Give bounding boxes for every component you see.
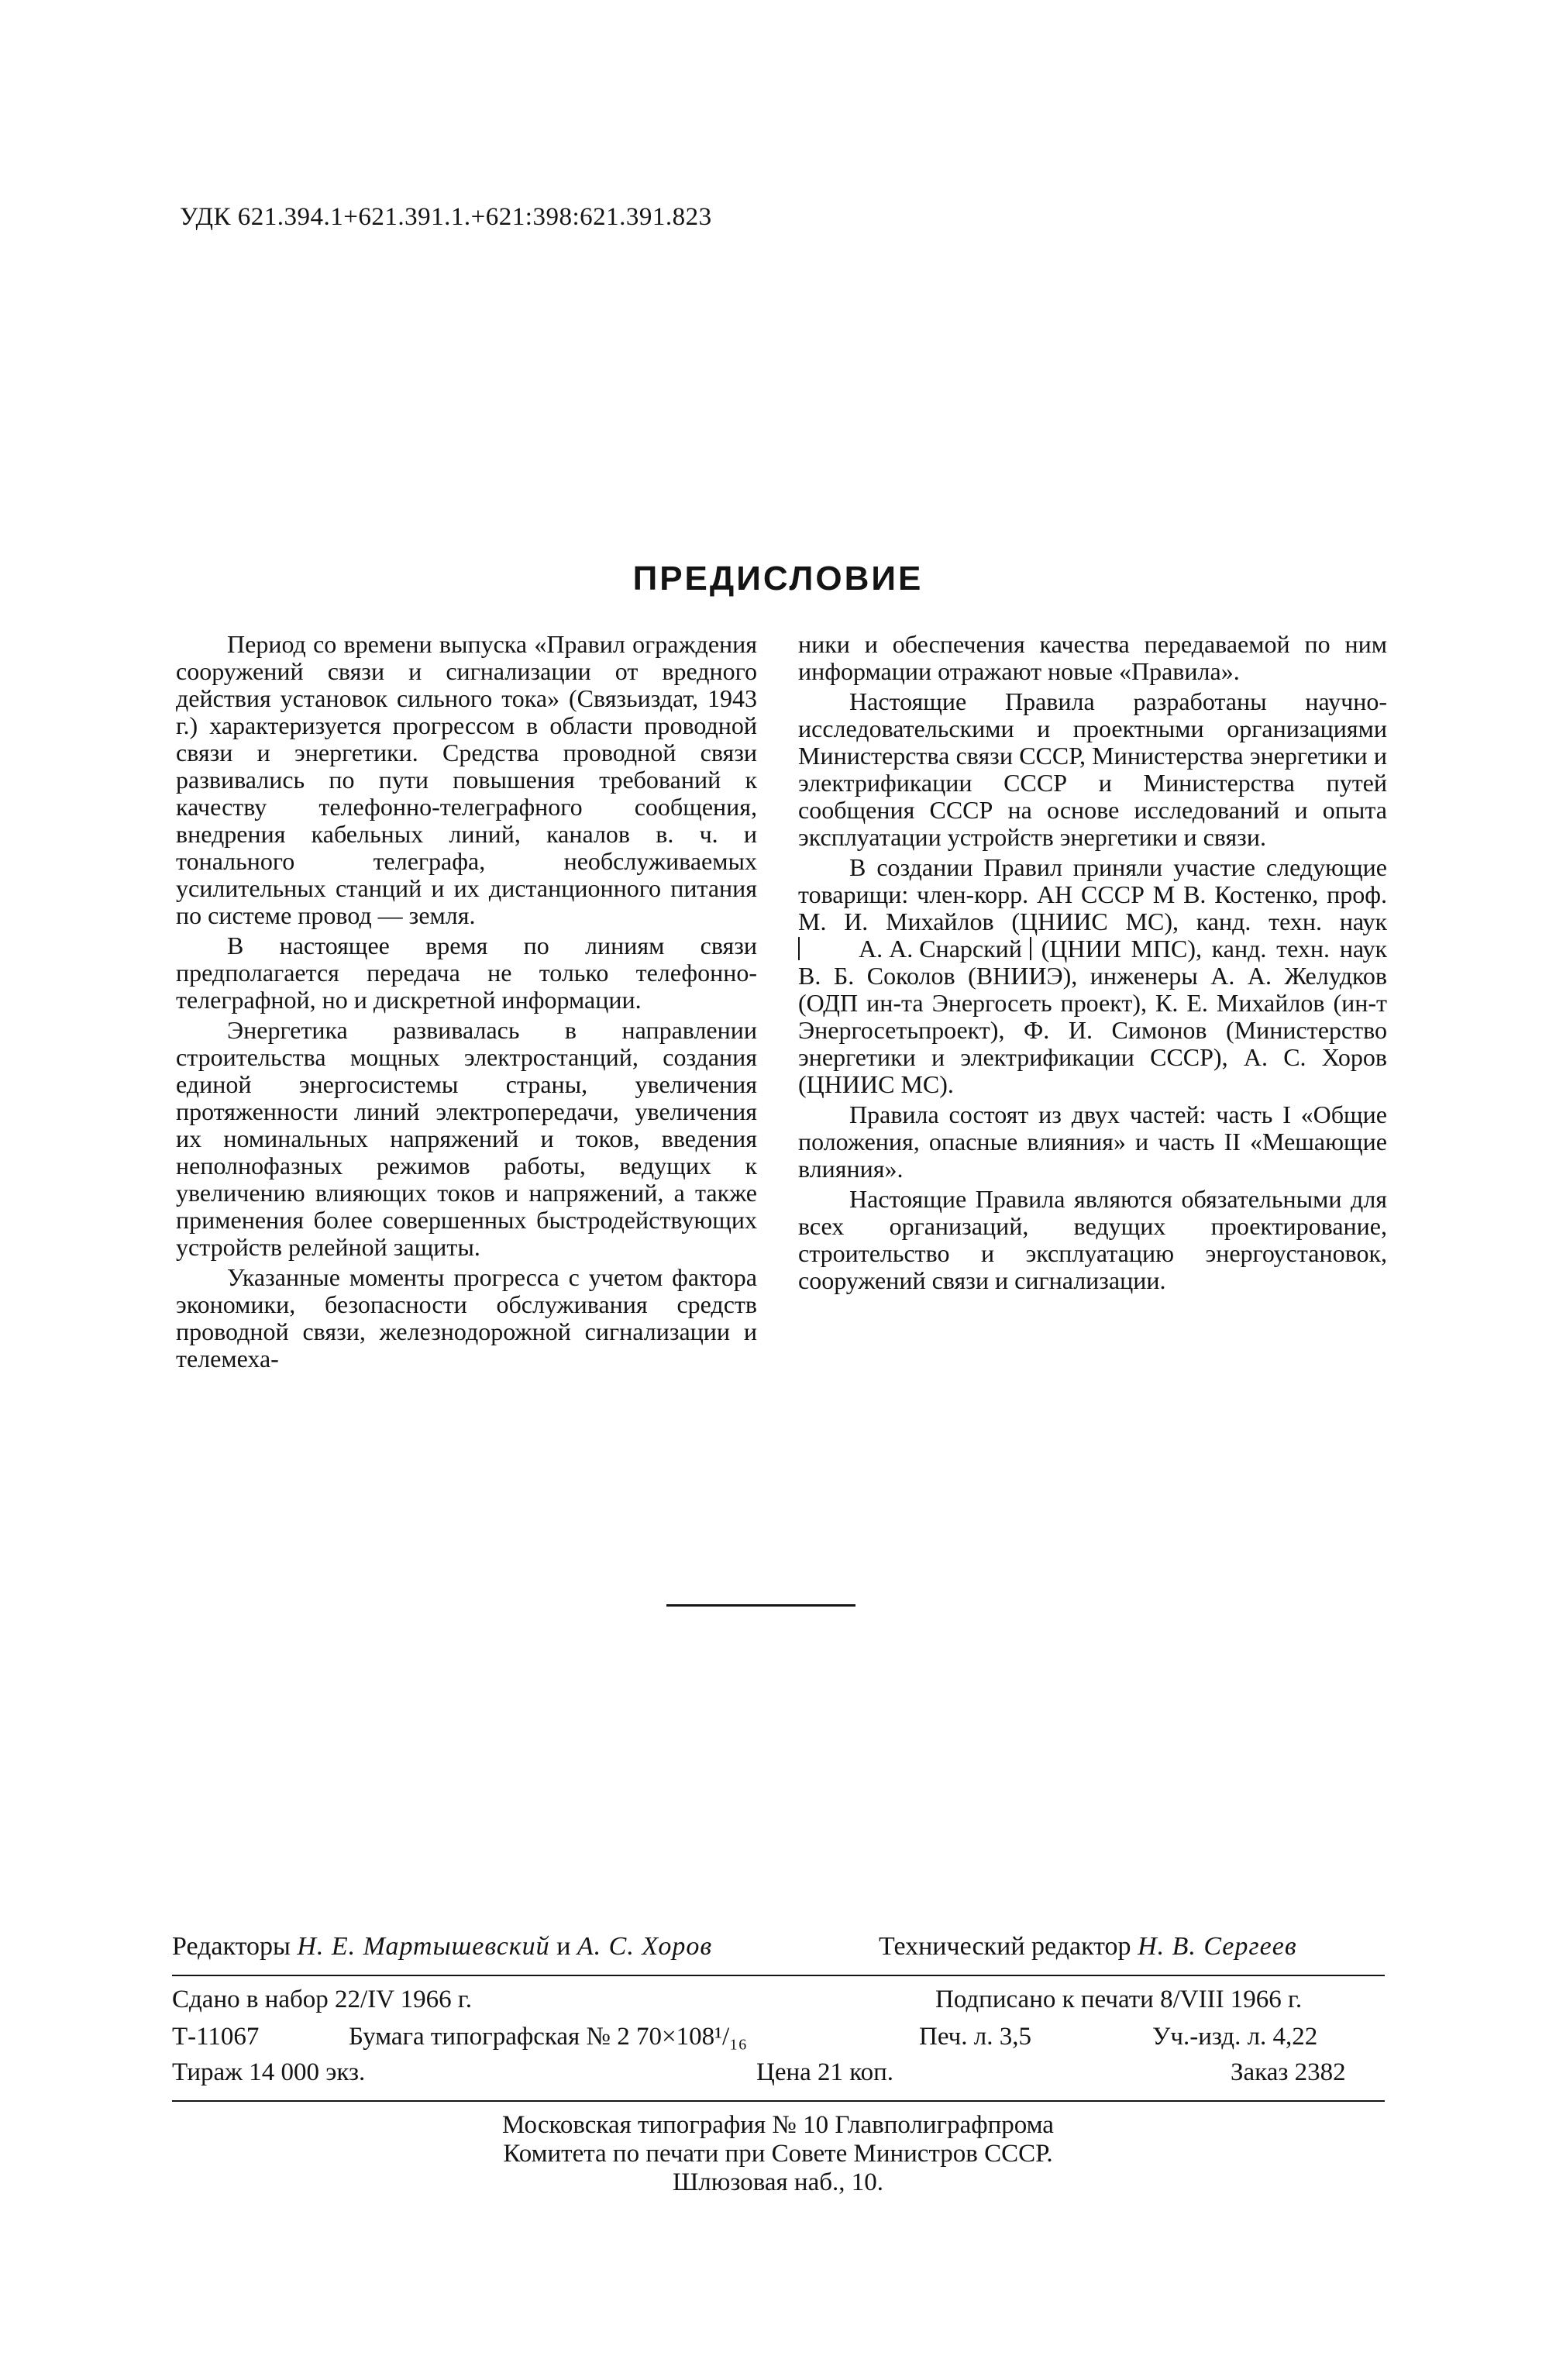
price: Цена 21 коп. [756, 2058, 894, 2086]
print-sheets: Печ. л. 3,5 [919, 2023, 1031, 2051]
print-run: Тираж 14 000 экз. [172, 2058, 366, 2086]
tech-editor: Н. В. Сергеев [1138, 1932, 1297, 1961]
left-column [176, 631, 757, 1376]
boxed-name: А. А. Снарский [798, 937, 1031, 960]
editors-conjunction: и [556, 1932, 571, 1961]
contributors-text-end: (ЦНИИ МПС), канд. техн. наук В. Б. Соколов (ВНИИЭ), инженеры А. А. Желудков (ОДП ин-та Энергосеть проект), К. Е. Михайлов (ин-т Энергосетьпроект), Ф. И. Симонов (Министерство энергетики и электрификации СССР), А. С. Хоров (ЦНИИС МС). [798, 935, 1388, 1098]
paper-info: Бумага типографская № 2 70×108¹/₁₆ [349, 2023, 748, 2051]
paragraph: Правила состоят из двух частей: часть I «Общие положения, опасные влияния» и часть II «Мешающие влияния». [798, 1100, 1387, 1183]
editor-1: Н. Е. Мартышевский [297, 1932, 550, 1961]
order-number: Заказ 2382 [1231, 2058, 1346, 2086]
right-column [798, 631, 1387, 1297]
colophon-row-1 [172, 1986, 1385, 2017]
printer-address [0, 2111, 1556, 2197]
paragraph: Указанные моменты прогресса с учетом фактора экономики, безопасности обслуживания средств проводной связи, железнодорожной сигнализации и телемеха- [176, 1263, 757, 1373]
typeset-date: Сдано в набор 22/IV 1966 г. [172, 1986, 472, 2013]
publisher-sheets: Уч.-изд. л. 4,22 [1152, 2023, 1318, 2051]
editors-label: Редакторы [172, 1932, 291, 1961]
printer-line-3: Шлюзовая наб., 10. [672, 2168, 884, 2196]
paragraph: Период со времени выпуска «Правил ограждения сооружений связи и сигнализации от вредного действия установок сильного тока» (Связьиздат, 1943 г.) характеризуется прогрессом в области проводной связи и энергетики. Средства проводной связи развивались по пути повышения требований к качеству телефонно-телеграфного сообщения, внедрения кабельных линий, каналов в. ч. и тонального телеграфа, необслуживаемых усилительных станций и их дистанционного питания по системе провод — земля. [176, 630, 757, 929]
printer-line-2: Комитета по печати при Совете Министров СССР. [503, 2140, 1053, 2168]
section-divider [666, 1604, 855, 1607]
page-title: ПРЕДИСЛОВИЕ [632, 560, 924, 598]
print-code: Т-11067 [172, 2023, 260, 2051]
print-sign-date: Подписано к печати 8/VIII 1966 г. [935, 1986, 1303, 2013]
printer-line-1: Московская типография № 10 Главполиграфпрома [502, 2111, 1054, 2139]
editors-line [172, 1932, 1385, 1962]
paragraph: В настоящее время по линиям связи предполагается передача не только телефонно-телеграфной, но и дискретной информации. [176, 932, 757, 1014]
colophon-rule-top [172, 1975, 1385, 1976]
contributors-paragraph [798, 854, 1387, 1098]
paragraph: Настоящие Правила являются обязательными для всех организаций, ведущих проектирование, строительство и эксплуатацию энергоустановок, сооружений связи и сигнализации. [798, 1185, 1387, 1294]
contributors-text-start: В создании Правил приняли участие следующие товарищи: член-корр. АН СССР М В. Костенко, проф. М. И. Михайлов (ЦНИИС МС), канд. техн. наук [798, 853, 1387, 935]
colophon-row-3 [172, 2058, 1385, 2089]
paragraph: Настоящие Правила разработаны научно-исследовательскими и проектными организациями Министерства связи СССР, Министерства энергетики и электрификации СССР и Министерства путей сообщения СССР на основе исследований и опыта эксплуатации устройств энергетики и связи. [798, 687, 1387, 851]
tech-editor-group [879, 1932, 1297, 1962]
paragraph: Энергетика развивалась в направлении строительства мощных электростанций, создания единой энергосистемы страны, увеличения протяженности линий электропередачи, увеличения их номинальных напряжений и токов, введения неполнофазных режимов работы, ведущих к увеличению влияющих токов и напряжений, а также применения более совершенных быстродействующих устройств релейной защиты. [176, 1016, 757, 1261]
tech-editor-label: Технический редактор [879, 1932, 1131, 1961]
colophon-rule-bottom [172, 2100, 1385, 2102]
colophon-row-2 [172, 2023, 1385, 2054]
udc-code: УДК 621.394.1+621.391.1.+621:398:621.391.823 [180, 203, 712, 231]
paragraph: ники и обеспечения качества передаваемой по ним информации отражают новые «Правила». [798, 630, 1387, 685]
editor-2: А. С. Хоров [577, 1932, 713, 1961]
